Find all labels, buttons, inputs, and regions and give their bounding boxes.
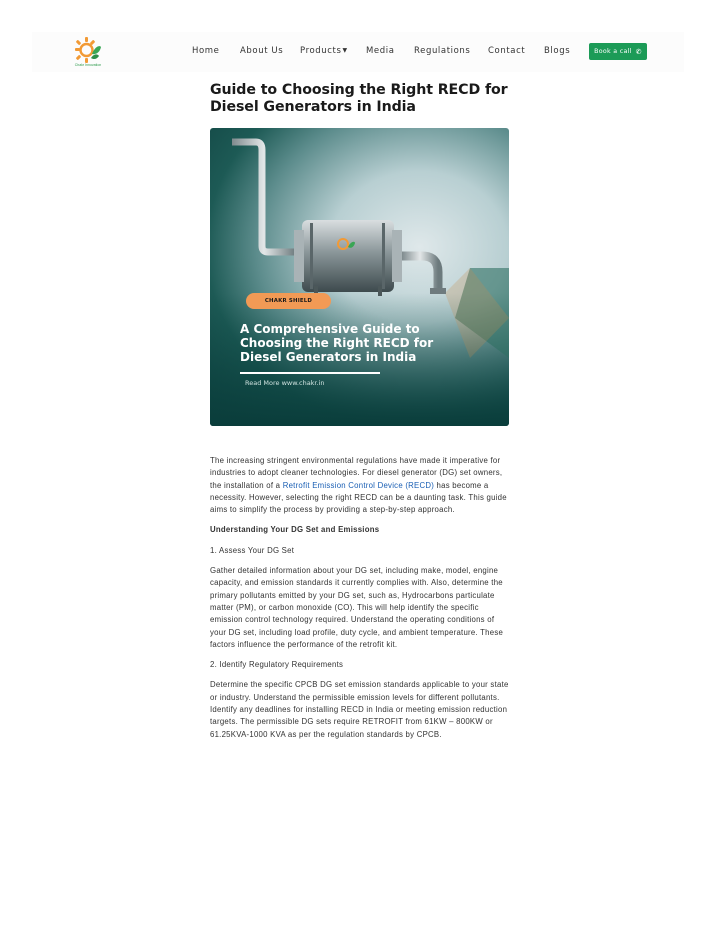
step1-body: Gather detailed information about your DG set, including make, model, engine capacity, and emission standards it currently complies with. Also, determine the primary pollutants emitted by your DG set, such as, Hydrocarbons particulate matter (PM), or carbon monoxide (CO). This will help identify the specific emission control technology required. Understand the operating conditions of your DG set, including load profile, duty cycle, and ambient temperature. These factors influence the performance of the retrofit kit. <box>210 566 504 649</box>
chevron-down-icon: ▼ <box>342 47 348 54</box>
hero-image <box>210 128 509 426</box>
logo-text: Chakr Innovation <box>74 63 102 67</box>
book-a-call-label: Book a call <box>594 48 632 55</box>
hero-badge: CHAKR SHIELD <box>246 293 331 309</box>
phone-icon: ✆ <box>635 47 642 56</box>
intro-paragraph <box>210 455 510 516</box>
step2-title: 2. Identify Regulatory Requirements <box>210 660 344 670</box>
nav-item-about-us[interactable]: About Us <box>240 46 284 56</box>
section-heading: Understanding Your DG Set and Emissions <box>210 525 380 535</box>
main-nav <box>32 46 684 58</box>
nav-item-media[interactable]: Media <box>366 46 395 56</box>
nav-item-blogs[interactable]: Blogs <box>544 46 571 56</box>
nav-item-products[interactable] <box>300 46 348 56</box>
hero-divider <box>240 372 380 374</box>
page-title: Guide to Choosing the Right RECD for Diesel Generators in India <box>210 82 508 115</box>
recd-link[interactable]: Retrofit Emission Control Device (RECD) <box>282 480 435 490</box>
book-a-call-button[interactable] <box>589 43 647 60</box>
article-body <box>210 455 510 749</box>
site-header <box>32 32 684 72</box>
hero-heading: A Comprehensive Guide to Choosing the Right RECD for Diesel Generators in India <box>240 322 434 364</box>
intro-text-before: The increasing stringent environmental regulations have made it imperative for industries to adopt cleaner technologies. For diesel generator (DG) set owners, the installation of a <box>210 456 503 490</box>
nav-item-products-label: Products <box>300 46 342 56</box>
step2-body: Determine the specific CPCB DG set emission standards applicable to your state or industry. Understand the permissible emission levels for different pollutants. Identify any deadlines for installing RECD in India or meeting emission reduction targets. The permissible DG sets require RETROFIT from 61KW – 800KW or 61.25KVA-1000 KVA as per the regulation standards by CPCB. <box>210 680 509 739</box>
intro-text-after: has become a necessity. However, selecting the right RECD can be a daunting task. This guide aims to simplify the process by providing a step-by-step approach. <box>210 480 507 515</box>
nav-item-home[interactable]: Home <box>192 46 220 56</box>
nav-item-contact[interactable]: Contact <box>488 46 526 56</box>
step1-title: 1. Assess Your DG Set <box>210 545 295 555</box>
nav-item-regulations[interactable]: Regulations <box>414 46 471 56</box>
hero-read-more: Read More www.chakr.in <box>245 379 325 387</box>
